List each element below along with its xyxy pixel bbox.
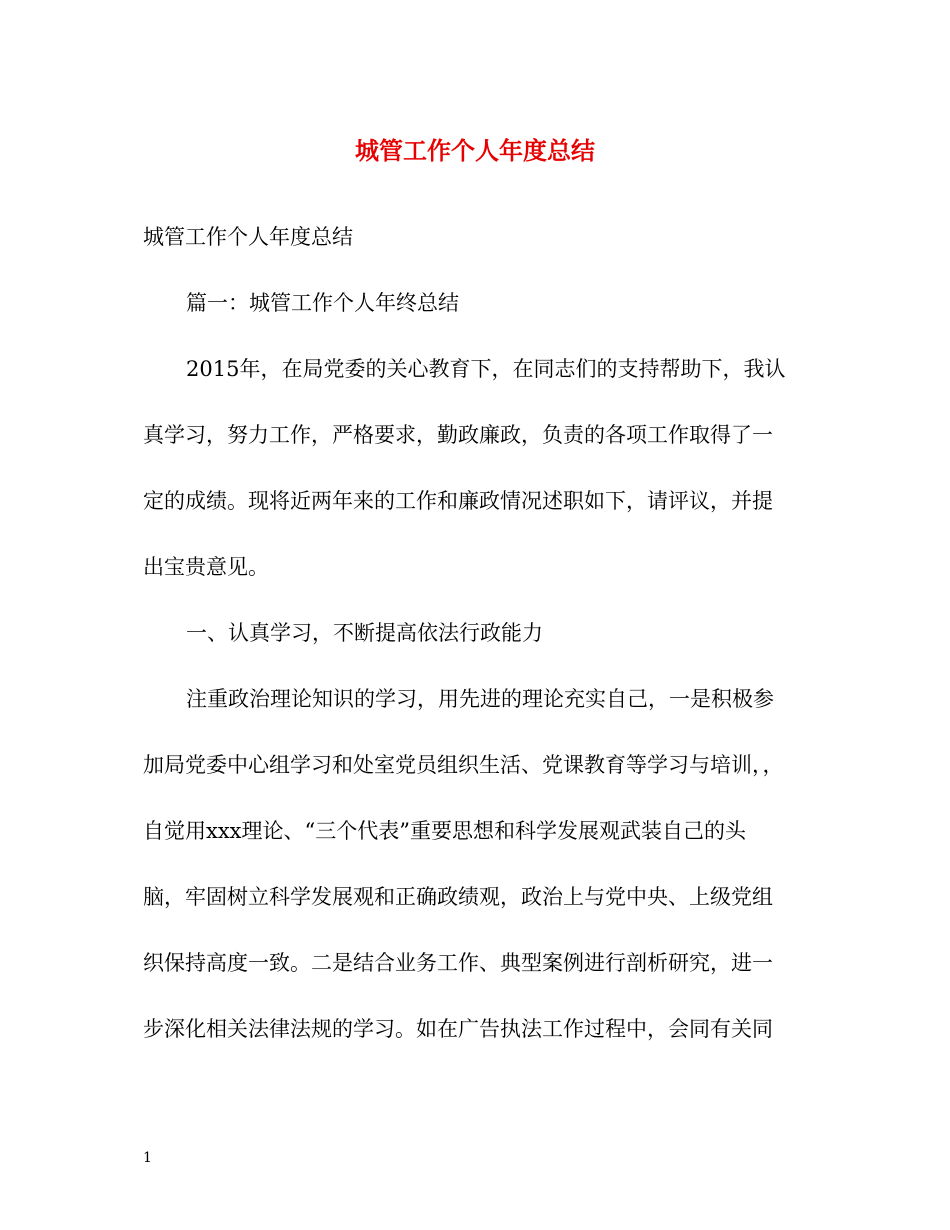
section-heading-line: 一、认真学习，不断提高依法行政能力: [186, 621, 543, 645]
subtitle-line: 城管工作个人年度总结: [143, 225, 353, 249]
paragraph-line: 自觉用xxx理论、“三个代表”重要思想和科学发展观武装自己的头: [143, 819, 746, 843]
paragraph-line: 加局党委中心组学习和处室党员组织生活、党课教育等学习与培训，，: [143, 753, 784, 777]
section-heading-line: 篇一：城管工作个人年终总结: [186, 291, 459, 315]
page-number: 1: [143, 1150, 152, 1166]
paragraph-line: 步深化相关法律法规的学习。如在广告执法工作过程中，会同有关同: [143, 1017, 773, 1041]
paragraph-line: 织保持高度一致。二是结合业务工作、典型案例进行剖析研究，进一: [143, 951, 773, 975]
paragraph-line: 出宝贵意见。: [143, 555, 269, 579]
paragraph-line: 定的成绩。现将近两年来的工作和廉政情况述职如下，请评议，并提: [143, 489, 773, 513]
paragraph-line: 真学习，努力工作，严格要求，勤政廉政，负责的各项工作取得了一: [143, 423, 773, 447]
document-title: 城管工作个人年度总结: [355, 136, 595, 165]
paragraph-line: 2015年，在局党委的关心教育下，在同志们的支持帮助下，我认: [186, 357, 786, 381]
paragraph-line: 脑，牢固树立科学发展观和正确政绩观，政治上与党中央、上级党组: [143, 885, 773, 909]
paragraph-line: 注重政治理论知识的学习，用先进的理论充实自己，一是积极参: [186, 687, 774, 711]
